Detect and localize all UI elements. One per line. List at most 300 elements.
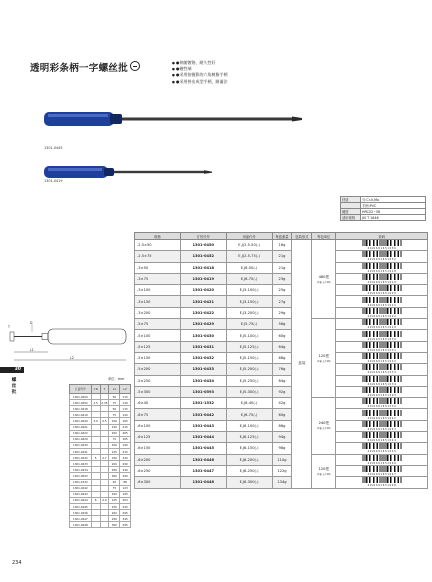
cell-barcode bbox=[336, 398, 428, 409]
cell-use-code: E,J6-50(-) bbox=[226, 262, 272, 273]
table-header-row bbox=[70, 385, 131, 394]
pack-qty: 240把 bbox=[318, 421, 330, 426]
table-row bbox=[70, 522, 131, 528]
cell-size: -3×75 bbox=[135, 273, 181, 284]
cell-size: -3×200 bbox=[135, 307, 181, 318]
cell-barcode bbox=[336, 443, 428, 454]
pack-qty: 120把 bbox=[318, 466, 330, 471]
dim-cell: 1301-0448 bbox=[70, 522, 92, 528]
dim-header: T bbox=[100, 385, 109, 394]
feature-item: ● ●采用按握影的六角树脂手柄 bbox=[172, 72, 227, 78]
dim-cell: 0.35 bbox=[101, 400, 108, 405]
cell-use-code: E,J3-150(-) bbox=[226, 296, 272, 307]
barcode-icon bbox=[362, 455, 402, 461]
screwdriver-image-small bbox=[44, 158, 224, 187]
cell-use-code: E,J6-75(-) bbox=[226, 273, 272, 284]
dim-cell: 1301-0421 bbox=[70, 424, 92, 430]
barcode-icon bbox=[362, 274, 402, 280]
spec-value: 刃:Cr-V-Mo bbox=[361, 197, 426, 203]
table-row bbox=[135, 285, 428, 296]
cell-use-code: E,J6-40(-) bbox=[226, 398, 272, 409]
cell-size: -5×150 bbox=[135, 352, 181, 363]
cell-size: -3×150 bbox=[135, 296, 181, 307]
header-packing: 包装形式 bbox=[292, 233, 312, 240]
barcode-icon bbox=[362, 421, 402, 427]
table-row bbox=[135, 319, 428, 330]
table-row bbox=[135, 432, 428, 443]
cell-order-code: 1301-0431 bbox=[180, 341, 226, 352]
table-row bbox=[135, 240, 428, 251]
table-row bbox=[135, 330, 428, 341]
table-row bbox=[135, 296, 428, 307]
product-table bbox=[134, 232, 428, 489]
cell-pack-unit bbox=[312, 398, 336, 454]
spec-value: JIS T 1646 bbox=[361, 215, 426, 221]
dim-cell: 5 bbox=[91, 455, 100, 461]
dim-cell: 300 bbox=[109, 473, 120, 479]
dim-cell: 1301-0445 bbox=[70, 503, 92, 509]
cell-weight: 25g bbox=[272, 285, 292, 296]
cell-use-code: E,J6-200(-) bbox=[226, 454, 272, 465]
cell-weight: 21g bbox=[272, 262, 292, 273]
table-row bbox=[135, 477, 428, 488]
cell-weight: 76g bbox=[272, 364, 292, 375]
barcode-number: 4 9 21 6 9 1 6 5 1 0 1 9 bbox=[367, 281, 396, 285]
cell-size: -3×50 bbox=[135, 262, 181, 273]
barcode-number: 4 9 21 6 9 1 6 5 1 0 2 9 bbox=[367, 326, 396, 330]
dim-header: L2 bbox=[120, 385, 131, 394]
dim-cell: 190 bbox=[120, 442, 131, 448]
dim-cell: 1301-0593 bbox=[70, 473, 92, 479]
cell-barcode bbox=[336, 465, 428, 476]
cell-barcode bbox=[336, 420, 428, 431]
cell-size: -5×300 bbox=[135, 386, 181, 397]
dimension-table bbox=[69, 384, 131, 528]
barcode-icon bbox=[362, 432, 402, 438]
dim-cell: 200 bbox=[109, 510, 120, 516]
barcode-icon bbox=[362, 443, 402, 449]
barcode-number: 4 9 21 6 9 1 6 5 1 0 3 0 bbox=[367, 337, 396, 341]
cell-weight: 98g bbox=[272, 443, 292, 454]
barcode-icon bbox=[362, 240, 402, 246]
cell-barcode bbox=[336, 364, 428, 375]
dim-cell: 0.9 bbox=[100, 497, 109, 503]
dim-cell: 1301-0433 bbox=[70, 461, 92, 467]
cell-weight: 110g bbox=[272, 454, 292, 465]
cell-use-code: E,J6-125(-) bbox=[226, 432, 272, 443]
table-row bbox=[135, 420, 428, 431]
barcode-number: 4 9 21 6 9 1 6 5 1 0 4 7 bbox=[367, 473, 396, 477]
chapter-tab-text: 螺丝批 bbox=[11, 378, 17, 395]
cell-order-code: 1301-0422 bbox=[180, 307, 226, 318]
table-row bbox=[135, 375, 428, 386]
cell-use-code: E,J6-250(-) bbox=[226, 465, 272, 476]
cell-use-code: E,J3-200(-) bbox=[226, 307, 272, 318]
cell-weight: 134g bbox=[272, 477, 292, 488]
table-row bbox=[135, 262, 428, 273]
dim-cell bbox=[91, 522, 100, 528]
cell-order-code: 1301-0430 bbox=[180, 330, 226, 341]
cell-size: -5×125 bbox=[135, 341, 181, 352]
pack-sub: (1箱入=10) bbox=[317, 427, 331, 431]
header-order-code: 订货代号 bbox=[180, 233, 226, 240]
cell-order-code: 1301-0446 bbox=[180, 454, 226, 465]
cell-use-code: E,J5-200(-) bbox=[226, 364, 272, 375]
barcode-icon bbox=[362, 466, 402, 472]
cell-barcode bbox=[336, 296, 428, 307]
dim-cell: 125 bbox=[109, 497, 120, 503]
dim-cell: 100 bbox=[109, 418, 120, 424]
dim-cell: 1301-0420 bbox=[70, 418, 92, 424]
barcode-icon bbox=[362, 342, 402, 348]
cell-barcode bbox=[336, 307, 428, 318]
barcode-number: 4 9 21 6 9 1 6 5 1 0 5 2 bbox=[367, 258, 396, 262]
cell-use-code: E,J6-300(-) bbox=[226, 477, 272, 488]
cell-pack-unit bbox=[312, 454, 336, 488]
dim-cell: 1301-0431 bbox=[70, 448, 92, 454]
cell-barcode bbox=[336, 341, 428, 352]
cell-use-code: E,J(2.5-50(-) bbox=[226, 240, 272, 251]
spec-key: 材质 bbox=[341, 197, 361, 203]
page-number: 234 bbox=[12, 560, 22, 566]
dim-cell: 0.7 bbox=[100, 455, 109, 461]
cell-weight: 60g bbox=[272, 330, 292, 341]
dim-cell: 123 bbox=[120, 485, 131, 491]
cell-weight: 122g bbox=[272, 465, 292, 476]
dim-cell: 100 bbox=[109, 442, 120, 448]
dim-cell: 100 bbox=[109, 491, 120, 497]
dim-cell: 1301-0442 bbox=[70, 485, 92, 491]
cell-order-code: 1301-0434 bbox=[180, 375, 226, 386]
dim-cell: 125 bbox=[109, 448, 120, 454]
unit-label: 单位：mm bbox=[108, 377, 125, 381]
dim-cell: 1301-0450 bbox=[70, 394, 92, 400]
dimension-drawing bbox=[8, 308, 133, 371]
barcode-number: 4 9 21 6 9 1 6 5 1 0 2 2 bbox=[367, 314, 396, 318]
dim-cell: 1301-0432 bbox=[70, 455, 92, 461]
feature-item: ● ●采用挤出成型手柄，耐滿法 bbox=[172, 79, 227, 85]
barcode-icon bbox=[362, 364, 402, 370]
spec-table bbox=[340, 196, 426, 221]
cell-order-code: 1301-0432 bbox=[180, 352, 226, 363]
barcode-number: 4 9 21 6 9 1 6 5 1 0 3 2 bbox=[367, 360, 396, 364]
dim-cell: 75 bbox=[109, 485, 120, 491]
dim-cell: 1301-0430 bbox=[70, 442, 92, 448]
barcode-icon bbox=[362, 251, 402, 257]
barcode-number: 4 9 21 6 9 1 6 5 1 0 4 6 bbox=[367, 461, 396, 465]
dim-cell: 215 bbox=[120, 424, 131, 430]
dim-cell: 200 bbox=[109, 430, 120, 436]
pack-qty: 120把 bbox=[318, 353, 330, 358]
cell-barcode bbox=[336, 285, 428, 296]
cell-weight: 16g bbox=[272, 240, 292, 251]
cell-size: -2.5×50 bbox=[135, 240, 181, 251]
dim-cell: 1301-0419 bbox=[70, 412, 92, 418]
spec-key: 适用规格 bbox=[341, 215, 361, 221]
dim-cell bbox=[100, 522, 109, 528]
cell-use-code: E,J3-100(-) bbox=[226, 285, 272, 296]
barcode-icon bbox=[362, 353, 402, 359]
barcode-number: 4 9 21 6 9 1 6 5 1 0 3 4 bbox=[367, 382, 396, 386]
cell-weight: 27g bbox=[272, 296, 292, 307]
table-row bbox=[135, 273, 428, 284]
barcode-number: 4 9 21 6 9 1 6 5 1 0 4 4 bbox=[367, 439, 396, 443]
pack-sub: (1箱入=10) bbox=[317, 359, 331, 363]
cell-size: -6×100 bbox=[135, 420, 181, 431]
cell-use-code: E,J5-150(-) bbox=[226, 352, 272, 363]
drawing-label-t: T bbox=[8, 325, 10, 329]
cell-order-code: 1301-0444 bbox=[180, 432, 226, 443]
dim-cell: 245 bbox=[120, 503, 131, 509]
header-pack-unit: 每包单位 bbox=[312, 233, 336, 240]
cell-barcode bbox=[336, 330, 428, 341]
cell-weight: 64g bbox=[272, 341, 292, 352]
cell-order-code: 1301-0433 bbox=[180, 364, 226, 375]
dim-cell: 165 bbox=[120, 436, 131, 442]
dim-cell: 50 bbox=[109, 394, 120, 400]
cell-order-code: 1301-0419 bbox=[180, 273, 226, 284]
cell-weight: 94g bbox=[272, 432, 292, 443]
cell-size: -6×150 bbox=[135, 443, 181, 454]
cell-order-code: 1301-0448 bbox=[180, 477, 226, 488]
barcode-number: 4 9 21 6 9 1 6 5 1 0 2 1 bbox=[367, 303, 396, 307]
dim-cell: 250 bbox=[109, 467, 120, 473]
cell-size: -6×250 bbox=[135, 465, 181, 476]
dim-cell: 1301-0434 bbox=[70, 467, 92, 473]
screwdriver-image-large bbox=[44, 100, 304, 150]
dim-cell: 240 bbox=[120, 455, 131, 461]
dim-cell: 215 bbox=[120, 448, 131, 454]
header-size: 规格 bbox=[135, 233, 181, 240]
cell-use-code: E,J5-300(-) bbox=[226, 386, 272, 397]
cell-weight: 92g bbox=[272, 386, 292, 397]
cell-order-code: 1301-0450 bbox=[180, 240, 226, 251]
screwdriver-label: 1301-0445 bbox=[44, 146, 63, 150]
barcode-icon bbox=[362, 308, 402, 314]
cell-order-code: 1301-1532 bbox=[180, 398, 226, 409]
cell-barcode bbox=[336, 273, 428, 284]
dim-cell: 1301-0443 bbox=[70, 491, 92, 497]
table-row bbox=[135, 454, 428, 465]
cell-weight: 60g bbox=[272, 409, 292, 420]
cell-weight: 29g bbox=[272, 307, 292, 318]
barcode-icon bbox=[362, 477, 402, 483]
barcode-number: 4 9 21 6 9 1 6 5 1 5 3 2 bbox=[367, 405, 396, 409]
cell-size: -5×75 bbox=[135, 319, 181, 330]
barcode-number: 4 9 21 6 9 1 6 5 1 0 2 0 bbox=[367, 292, 396, 296]
dimension-diagram bbox=[8, 308, 133, 370]
cell-barcode bbox=[336, 454, 428, 465]
cell-weight: 23g bbox=[272, 273, 292, 284]
dim-cell: 115 bbox=[120, 394, 131, 400]
dim-cell: 395 bbox=[120, 522, 131, 528]
cell-use-code: E,J(2.5-75(-) bbox=[226, 251, 272, 262]
table-header-row bbox=[135, 233, 428, 240]
dim-cell: 75 bbox=[109, 412, 120, 418]
dim-cell: 1301-0452 bbox=[70, 400, 92, 406]
chapter-tab: 30 bbox=[0, 367, 24, 373]
barcode-icon bbox=[362, 297, 402, 303]
pack-sub: (1箱入=10) bbox=[317, 472, 331, 476]
cell-use-code: E,J5-100(-) bbox=[226, 330, 272, 341]
dim-cell: 265 bbox=[120, 430, 131, 436]
barcode-icon bbox=[362, 410, 402, 416]
cell-size: -6×125 bbox=[135, 432, 181, 443]
cell-size: -5×200 bbox=[135, 364, 181, 375]
dim-cell: 250 bbox=[109, 516, 120, 522]
table-row bbox=[135, 307, 428, 318]
dim-cell: 115 bbox=[120, 406, 131, 412]
header-barcode: 条码 bbox=[336, 233, 428, 240]
barcode-icon bbox=[362, 331, 402, 337]
cell-size: -6×75 bbox=[135, 409, 181, 420]
dim-header: ≈D bbox=[91, 385, 100, 394]
header-weight: 每盒重量 bbox=[272, 233, 292, 240]
dim-cell: 165 bbox=[120, 418, 131, 424]
barcode-number: 4 9 21 6 9 1 6 5 1 0 1 8 bbox=[367, 269, 396, 273]
pack-qty: 480把 bbox=[318, 274, 330, 279]
screwdriver-illustration bbox=[44, 100, 304, 136]
cell-order-code: 1301-0442 bbox=[180, 409, 226, 420]
dim-cell: 1301-0447 bbox=[70, 516, 92, 522]
cell-order-code: 1301-0421 bbox=[180, 296, 226, 307]
cell-packing-form: 盒装 bbox=[292, 240, 312, 489]
cell-barcode bbox=[336, 386, 428, 397]
table-row bbox=[135, 443, 428, 454]
page-title: 透明彩条柄一字螺丝批 bbox=[30, 63, 129, 74]
cell-weight: 86g bbox=[272, 420, 292, 431]
dim-cell: 150 bbox=[109, 455, 120, 461]
dim-cell: 150 bbox=[109, 503, 120, 509]
table-row bbox=[135, 398, 428, 409]
barcode-number: 4 9 21 6 9 1 6 5 1 0 5 6 bbox=[367, 247, 396, 251]
cell-size: -3×100 bbox=[135, 285, 181, 296]
table-row bbox=[135, 341, 428, 352]
barcode-number: 4 9 21 6 9 1 6 5 1 0 4 8 bbox=[367, 484, 396, 488]
cell-pack-unit bbox=[312, 240, 336, 319]
cell-use-code: E,J6-150(-) bbox=[226, 443, 272, 454]
cell-size: -2.5×75 bbox=[135, 251, 181, 262]
cell-order-code: 1301-0420 bbox=[180, 285, 226, 296]
cell-barcode bbox=[336, 432, 428, 443]
table-row bbox=[135, 352, 428, 363]
cell-barcode bbox=[336, 262, 428, 273]
table-row bbox=[135, 409, 428, 420]
barcode-number: 4 9 21 6 9 1 6 5 1 0 4 3 bbox=[367, 427, 396, 431]
cell-order-code: 1301-0418 bbox=[180, 262, 226, 273]
barcode-icon bbox=[362, 387, 402, 393]
dim-cell: 200 bbox=[109, 461, 120, 467]
screwdriver-label: 1301-0419 bbox=[44, 179, 63, 183]
dim-cell: 1301-0422 bbox=[70, 430, 92, 436]
table-row bbox=[135, 465, 428, 476]
dim-header: 订货代号 bbox=[70, 385, 92, 394]
barcode-icon bbox=[362, 319, 402, 325]
pack-sub: (1箱入=10) bbox=[317, 280, 331, 284]
cell-barcode bbox=[336, 375, 428, 386]
dim-cell: 140 bbox=[120, 400, 131, 406]
dim-cell: 390 bbox=[120, 473, 131, 479]
cell-order-code: 1301-0447 bbox=[180, 465, 226, 476]
barcode-icon bbox=[362, 398, 402, 404]
table-row bbox=[135, 386, 428, 397]
cell-use-code: E,J6-75(-) bbox=[226, 409, 272, 420]
drawing-label-l2: L2 bbox=[70, 356, 74, 360]
drawing-label-d: D bbox=[30, 321, 33, 325]
dim-cell: 1301-0418 bbox=[70, 406, 92, 412]
header-use-code: 用途代号 bbox=[226, 233, 272, 240]
cell-pack-unit bbox=[312, 319, 336, 398]
barcode-number: 4 9 21 6 9 1 6 5 1 0 4 2 bbox=[367, 416, 396, 420]
cell-size: -6×40 bbox=[135, 398, 181, 409]
dim-cell: 1301-0429 bbox=[70, 436, 92, 442]
dim-cell: 1301-0444 bbox=[70, 497, 92, 503]
barcode-number: 4 9 21 6 9 1 6 5 1 0 3 1 bbox=[367, 348, 396, 352]
drawing-label-l1: L1 bbox=[30, 348, 34, 352]
table-row bbox=[135, 364, 428, 375]
feature-item: ● ●伸縮镀铬、耐久性好 bbox=[172, 60, 227, 66]
cell-order-code: 1301-0445 bbox=[180, 443, 226, 454]
spec-key: 硬度 bbox=[341, 209, 361, 215]
dim-cell: 88 bbox=[120, 479, 131, 485]
cell-use-code: E,J5-250(-) bbox=[226, 375, 272, 386]
dim-cell: 6 bbox=[91, 497, 100, 503]
slotted-screwdriver-icon bbox=[130, 61, 140, 71]
dim-cell: 203 bbox=[120, 497, 131, 503]
cell-order-code: 1301-0429 bbox=[180, 319, 226, 330]
spec-value: 手柄:PVC bbox=[361, 203, 426, 209]
dim-cell: 340 bbox=[120, 467, 131, 473]
dim-cell: 2.5 bbox=[91, 400, 100, 406]
dim-cell: 1301-1532 bbox=[70, 479, 92, 485]
cell-use-code: E,J5-75(-) bbox=[226, 319, 272, 330]
dim-cell: 140 bbox=[120, 412, 131, 418]
table-row bbox=[135, 251, 428, 262]
dim-cell: 150 bbox=[109, 424, 120, 430]
cell-barcode bbox=[336, 477, 428, 488]
cell-barcode bbox=[336, 352, 428, 363]
cell-weight: 42g bbox=[272, 398, 292, 409]
barcode-number: 4 9 21 6 9 1 6 5 1 5 9 3 bbox=[367, 394, 396, 397]
cell-order-code: 1301-0593 bbox=[180, 386, 226, 397]
dim-cell: 75 bbox=[109, 436, 120, 442]
dim-cell: 1301-0446 bbox=[70, 510, 92, 516]
cell-weight: 68g bbox=[272, 352, 292, 363]
cell-barcode bbox=[336, 409, 428, 420]
barcode-number: 4 9 21 6 9 1 6 5 1 0 4 5 bbox=[367, 450, 396, 454]
barcode-icon bbox=[362, 376, 402, 382]
dim-cell: 75 bbox=[109, 400, 120, 406]
screwdriver-illustration bbox=[44, 158, 224, 186]
cell-barcode bbox=[336, 319, 428, 330]
feature-item: ● ●磁性端 bbox=[172, 66, 227, 72]
cell-order-code: 1301-0443 bbox=[180, 420, 226, 431]
dim-cell: 50 bbox=[109, 406, 120, 412]
barcode-number: 4 9 21 6 9 1 6 5 1 0 3 3 bbox=[367, 371, 396, 375]
barcode-icon bbox=[362, 263, 402, 269]
cell-size: -5×250 bbox=[135, 375, 181, 386]
dim-header: L1 bbox=[109, 385, 120, 394]
cell-barcode bbox=[336, 240, 428, 251]
cell-weight: 21g bbox=[272, 251, 292, 262]
cell-order-code: 1301-0452 bbox=[180, 251, 226, 262]
dim-cell: 345 bbox=[120, 516, 131, 522]
feature-list bbox=[172, 60, 227, 85]
cell-use-code: E,J5-125(-) bbox=[226, 341, 272, 352]
cell-size: -5×100 bbox=[135, 330, 181, 341]
barcode-icon bbox=[362, 285, 402, 291]
dim-cell: 195 bbox=[120, 491, 131, 497]
